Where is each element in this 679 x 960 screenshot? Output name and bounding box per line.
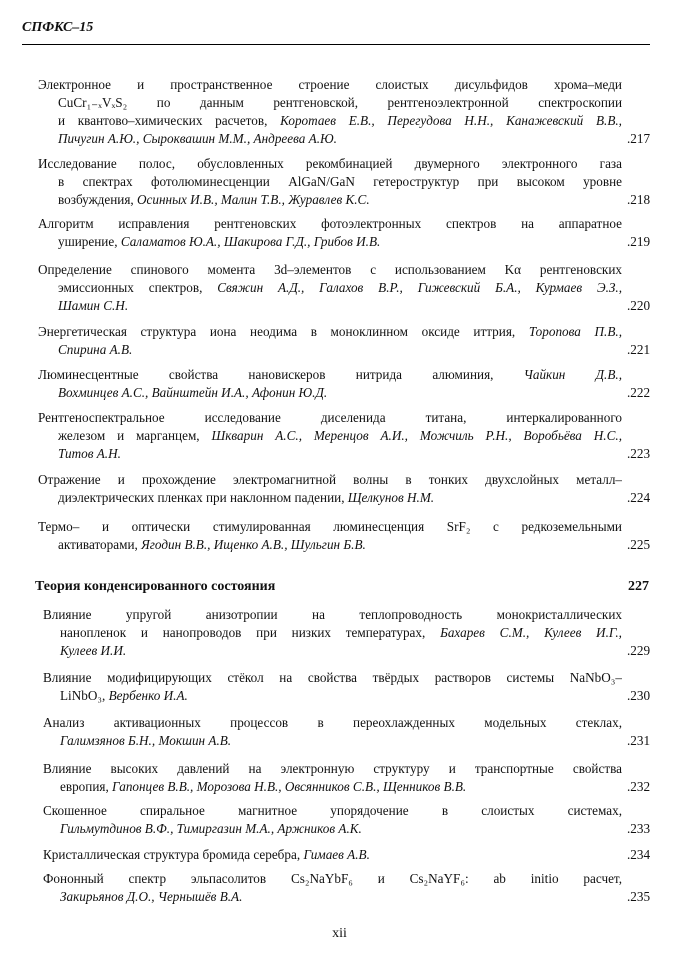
entry-title-text: Отражение и прохождение электромагнитной волны в тонких двухслойных металл– — [38, 472, 622, 487]
entry-authors: Саламатов Ю.А., Шакирова Г.Д., Грибов И.В. — [120, 234, 381, 249]
entry-page-number: .220 — [627, 298, 651, 313]
entry-line — [38, 519, 622, 535]
entry-line — [58, 490, 434, 506]
entry-authors: Шамин С.Н. — [58, 298, 129, 313]
entry-line — [60, 779, 466, 795]
entry-title-text: Термо– и оптически стимулированная люминесценция SrF₂ с редкоземельными — [38, 519, 622, 534]
entry-line — [60, 625, 622, 641]
entry-authors: Бахарев С.М., Кулеев И.Г., — [440, 625, 622, 640]
entry-authors: Гапонцев В.В., Морозова Н.В., Овсянников С.В., Щенников В.В. — [112, 779, 467, 794]
entry-line — [58, 298, 128, 314]
section-heading: Теория конденсированного состояния — [35, 579, 276, 594]
entry-title-text: Влияние высоких давлений на электронную структуру и транспортные свойства — [43, 761, 622, 776]
entry-page-number: .224 — [627, 490, 651, 505]
entry-line — [58, 280, 622, 296]
entry-page-number: .230 — [627, 688, 651, 703]
entry-authors: Гимаев А.В. — [303, 847, 370, 862]
entry-title-text: Алгоритм исправления рентгеновских фотоэлектронных спектров на аппаратное — [38, 216, 622, 231]
entry-page-number: .229 — [627, 643, 651, 658]
entry-line — [43, 761, 622, 777]
entry-title-text: нанопленок и нанопроводов при низких температурах, — [60, 625, 441, 640]
entry-page-number: .233 — [627, 821, 651, 836]
entry-authors: Чайкин Д.В., — [523, 367, 622, 382]
entry-line — [60, 889, 242, 905]
entry-title-text: Влияние упругой анизотропии на теплопроводность монокристаллических — [43, 607, 622, 622]
entry-authors: Титов А.Н. — [58, 446, 121, 461]
entry-title-text: и квантово–химических расчетов, — [58, 113, 281, 128]
entry-line — [38, 262, 622, 278]
entry-line — [43, 607, 622, 623]
entry-page-number: .219 — [627, 234, 651, 249]
entry-page-number: .235 — [627, 889, 651, 904]
entry-line — [38, 216, 622, 232]
entry-line — [38, 472, 622, 488]
entry-line — [58, 95, 622, 111]
chemical-formula: CuCr₁₋ₓVₓS₂ — [58, 95, 157, 110]
entry-title-text: железом и марганцем, — [58, 428, 212, 443]
journal-title: СПФКС–15 — [22, 20, 94, 35]
entry-title-text: Электронное и пространственное строение слоистых дисульфидов хрома–меди — [38, 77, 622, 92]
entry-title-text: возбуждения, — [58, 192, 138, 207]
entry-title-text: LiNbO₃, — [60, 688, 109, 703]
entry-page-number: .222 — [627, 385, 651, 400]
entry-authors: Закирьянов Д.О., Чернышёв В.А. — [60, 889, 243, 904]
entry-authors: Щелкунов Н.М. — [347, 490, 435, 505]
entry-line — [38, 156, 622, 172]
entry-page-number: .232 — [627, 779, 651, 794]
entry-line — [58, 192, 370, 208]
entry-line — [43, 847, 370, 863]
entry-page-number: .223 — [627, 446, 651, 461]
entry-authors: Осинных И.В., Малин Т.В., Журавлев К.С. — [137, 192, 370, 207]
entry-authors: Кулеев И.И. — [60, 643, 127, 658]
entry-line — [58, 446, 121, 462]
entry-authors: Спирина А.В. — [58, 342, 133, 357]
entry-title-text: Определение спинового момента 3d–элементов с использованием Kα рентгеновских — [38, 262, 622, 277]
entry-page-number: .217 — [627, 131, 651, 146]
entry-authors: Пичугин А.Ю., Сыроквашин М.М., Андреева А.Ю. — [58, 131, 337, 146]
entry-line — [58, 537, 366, 553]
entry-line — [58, 342, 132, 358]
entry-line — [38, 77, 622, 93]
entry-page-number: .225 — [627, 537, 651, 552]
entry-line — [58, 428, 622, 444]
entry-authors: Шкварин А.С., Меренцов А.И., Можчиль Р.Н., Воробьёва Н.С., — [211, 428, 622, 443]
entry-authors: Вохминцев А.С., Вайнштейн И.А., Афонин Ю.Д. — [58, 385, 328, 400]
entry-title-text: Кристаллическая структура бромида серебра, — [43, 847, 304, 862]
entry-authors: Ягодин В.В., Ищенко А.В., Шульгин Б.В. — [141, 537, 366, 552]
entry-title-text: уширение, — [58, 234, 121, 249]
entry-title-text: активаторами, — [58, 537, 142, 552]
entry-title-text: эмиссионных спектров, — [58, 280, 218, 295]
entry-authors: Вербенко И.А. — [108, 688, 188, 703]
entry-line — [60, 733, 231, 749]
running-header — [22, 18, 650, 45]
entry-page-number: .231 — [627, 733, 651, 748]
section-page-number: 227 — [628, 579, 649, 594]
page-footer-number: xii — [332, 926, 347, 941]
entry-authors: Галимзянов Б.Н., Мокшин А.В. — [60, 733, 232, 748]
entry-line — [58, 174, 622, 190]
entry-authors: Свяжин А.Д., Галахов В.Р., Гижевский Б.А., Курмаев Э.З., — [217, 280, 622, 295]
entry-line — [43, 715, 622, 731]
entry-line — [43, 670, 622, 686]
entry-authors: Коротаев Е.В., Перегудова Н.Н., Канажевский В.В., — [280, 113, 622, 128]
entry-line — [38, 324, 622, 340]
entry-line — [60, 643, 126, 659]
entry-line — [38, 367, 622, 383]
entry-page-number: .218 — [627, 192, 651, 207]
entry-title-text: по данным рентгеновской, рентгеноэлектронной спектроскопии — [156, 95, 622, 110]
entry-title-text: Рентгеноспектральное исследование диселенида титана, интеркалированного — [38, 410, 622, 425]
entry-title-text: Люминесцентные свойства нановискеров нитрида алюминия, — [38, 367, 524, 382]
entry-line — [43, 871, 622, 887]
entry-line — [58, 234, 380, 250]
entry-authors: Торопова П.В., — [528, 324, 622, 339]
entry-line — [43, 803, 622, 819]
entry-title-text: Скошенное спиральное магнитное упорядочение в слоистых системах, — [43, 803, 622, 818]
entry-line — [58, 113, 622, 129]
entry-title-text: в спектрах фотолюминесценции AlGaN/GaN гетероструктур при высоком уровне — [58, 174, 622, 189]
entry-line — [38, 410, 622, 426]
entry-line — [60, 688, 188, 704]
entry-title-text: Исследование полос, обусловленных рекомбинацией двумерного электронного газа — [38, 156, 622, 171]
entry-authors: Гильмутдинов В.Ф., Тимиргазин М.А., Аржников А.К. — [60, 821, 362, 836]
entry-line — [58, 131, 337, 147]
entry-title-text: Влияние модифицирующих стёкол на свойства твёрдых растворов системы NaNbO₃– — [43, 670, 622, 685]
entry-title-text: Анализ активационных процессов в переохлажденных модельных стеклах, — [43, 715, 622, 730]
entry-page-number: .234 — [627, 847, 651, 862]
entry-title-text: Фононный спектр эльпасолитов Cs₂NaYbF₆ и Cs₂NaYF₆: ab initio расчет, — [43, 871, 622, 886]
entry-title-text: диэлектрических пленках при наклонном падении, — [58, 490, 348, 505]
entry-title-text: европия, — [60, 779, 113, 794]
entry-line — [60, 821, 362, 837]
entry-title-text: Энергетическая структура иона неодима в моноклинном оксиде иттрия, — [38, 324, 529, 339]
entry-page-number: .221 — [627, 342, 651, 357]
entry-line — [58, 385, 327, 401]
